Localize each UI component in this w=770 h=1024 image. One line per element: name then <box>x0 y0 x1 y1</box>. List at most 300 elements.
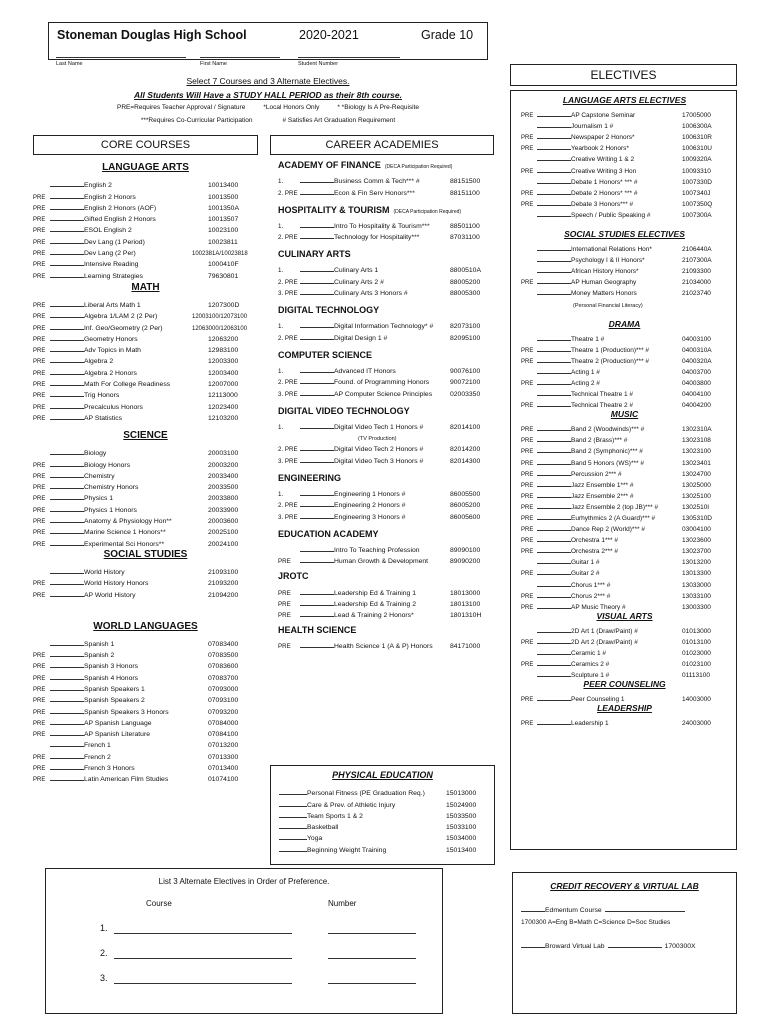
pe-course-row[interactable] <box>279 809 486 820</box>
alternate-1-number[interactable] <box>328 933 416 934</box>
elective-course-row[interactable] <box>521 489 728 500</box>
pre-requirement: PRE <box>33 664 46 671</box>
elective-course-row[interactable] <box>521 163 728 174</box>
course-row[interactable] <box>33 343 258 354</box>
academy-section <box>278 350 494 398</box>
elective-course-row[interactable] <box>521 500 728 511</box>
course-select-blank[interactable] <box>50 667 84 668</box>
course-select-blank[interactable] <box>50 374 84 375</box>
course-row[interactable] <box>33 536 258 547</box>
alternate-1-course[interactable] <box>114 933 292 934</box>
course-select-blank[interactable] <box>50 231 84 232</box>
course-row[interactable] <box>33 693 258 704</box>
pre-requirement: PRE <box>521 168 534 175</box>
course-select-blank[interactable] <box>537 250 571 251</box>
course-row[interactable] <box>33 761 258 772</box>
course-row[interactable] <box>33 201 258 212</box>
course-select-blank[interactable] <box>50 645 84 646</box>
course-code: 2106440A <box>682 246 712 254</box>
course-code: 21093300 <box>682 268 711 276</box>
elective-course-row[interactable] <box>521 600 728 611</box>
course-select-blank[interactable] <box>50 408 84 409</box>
course-select-blank[interactable] <box>50 488 84 489</box>
course-select-blank[interactable] <box>300 518 334 519</box>
course-row[interactable] <box>33 716 258 727</box>
alternate-2-course[interactable] <box>114 958 292 959</box>
course-select-blank[interactable] <box>300 238 334 239</box>
course-select-blank[interactable] <box>537 384 571 385</box>
academy-course-row[interactable] <box>278 386 494 397</box>
broward-select-blank[interactable] <box>521 947 545 948</box>
course-row[interactable] <box>33 246 258 257</box>
academy-course-row[interactable] <box>278 219 494 230</box>
elective-course-row[interactable] <box>521 455 728 466</box>
academy-course-row[interactable] <box>278 319 494 330</box>
course-row[interactable] <box>33 502 258 513</box>
elective-section-title: VISUAL ARTS <box>596 610 653 621</box>
course-select-blank[interactable] <box>300 294 334 295</box>
course-select-blank[interactable] <box>300 647 334 648</box>
course-select-blank[interactable] <box>537 508 571 509</box>
course-select-blank[interactable] <box>300 227 334 228</box>
course-select-blank[interactable] <box>300 395 334 396</box>
course-select-blank[interactable] <box>50 396 84 397</box>
broward-course-field[interactable] <box>608 947 662 948</box>
course-select-blank[interactable] <box>50 198 84 199</box>
course-select-blank[interactable] <box>300 495 334 496</box>
elective-course-row[interactable] <box>521 589 728 600</box>
pre-requirement: PRE <box>521 380 534 387</box>
elective-course-row[interactable] <box>521 376 728 387</box>
course-select-blank[interactable] <box>300 551 334 552</box>
course-select-blank[interactable] <box>300 605 334 606</box>
academy-course-row[interactable] <box>278 330 494 341</box>
course-row[interactable] <box>33 659 258 670</box>
course-select-blank[interactable] <box>50 351 84 352</box>
course-select-blank[interactable] <box>300 182 334 183</box>
pe-course-row[interactable] <box>279 842 486 853</box>
course-select-blank[interactable] <box>537 574 571 575</box>
elective-course-row[interactable] <box>521 186 728 197</box>
elective-course-row[interactable] <box>521 175 728 186</box>
academy-title <box>278 529 494 543</box>
course-select-blank[interactable] <box>537 351 571 352</box>
alternate-3-number[interactable] <box>328 983 416 984</box>
course-select-blank[interactable] <box>300 616 334 617</box>
course-select-blank[interactable] <box>537 665 571 666</box>
course-select-blank[interactable] <box>50 243 84 244</box>
course-select-blank[interactable] <box>50 780 84 781</box>
course-name: Geometry Honors <box>84 335 138 343</box>
course-select-blank[interactable] <box>537 552 571 553</box>
course-code: 07013200 <box>208 742 239 750</box>
elective-course-row[interactable] <box>521 577 728 588</box>
pre-requirement: PRE <box>521 639 534 646</box>
course-select-blank[interactable] <box>50 701 84 702</box>
elective-course-row[interactable] <box>521 657 728 668</box>
academy-course-row[interactable] <box>278 453 494 464</box>
course-select-blank[interactable] <box>50 477 84 478</box>
course-select-blank[interactable] <box>50 454 84 455</box>
elective-course-row[interactable] <box>521 343 728 354</box>
elective-course-row[interactable] <box>521 668 728 679</box>
course-name: Dance Rep 2 (World)*** # <box>571 526 645 534</box>
course-select-blank[interactable] <box>300 383 334 384</box>
elective-course-row[interactable] <box>521 624 728 635</box>
academy-course-row[interactable] <box>278 554 494 565</box>
academy-course-row[interactable] <box>278 375 494 386</box>
course-row[interactable] <box>33 377 258 388</box>
academy-course-row[interactable] <box>278 230 494 241</box>
elective-course-row[interactable] <box>521 511 728 522</box>
edmentum-course-field[interactable] <box>605 911 685 912</box>
elective-course-row[interactable] <box>521 275 728 286</box>
alternate-3-label: 3. <box>100 973 108 983</box>
course-select-blank[interactable] <box>50 265 84 266</box>
elective-course-row[interactable] <box>521 646 728 657</box>
course-select-blank[interactable] <box>50 713 84 714</box>
course-code: 20003600 <box>208 518 239 526</box>
course-select-blank[interactable] <box>537 194 571 195</box>
course-row[interactable] <box>33 212 258 223</box>
section-title: SCIENCE <box>123 429 168 441</box>
course-row[interactable] <box>33 268 258 279</box>
pe-course-row[interactable] <box>279 820 486 831</box>
course-select-blank[interactable] <box>537 127 571 128</box>
course-row[interactable] <box>33 189 258 200</box>
academy-course-row[interactable] <box>278 509 494 520</box>
course-row[interactable] <box>33 587 258 598</box>
course-select-blank[interactable] <box>537 586 571 587</box>
elective-course-row[interactable] <box>521 130 728 141</box>
elective-course-row[interactable] <box>521 716 728 727</box>
academy-course-row[interactable] <box>278 608 494 619</box>
course-name: 2D Art 1 (Draw/Paint) # <box>571 627 638 635</box>
course-select-blank[interactable] <box>537 441 571 442</box>
elective-course-row[interactable] <box>521 544 728 555</box>
course-name: Marine Science 1 Honors** <box>84 529 166 537</box>
course-row[interactable] <box>33 399 258 410</box>
academy-course-row[interactable] <box>278 442 494 453</box>
course-select-blank[interactable] <box>50 419 84 420</box>
pre-requirement: PRE <box>33 675 46 682</box>
course-select-blank[interactable] <box>300 562 334 563</box>
course-select-blank[interactable] <box>537 486 571 487</box>
academy-course-row[interactable] <box>278 543 494 554</box>
pe-course-row[interactable] <box>279 786 486 797</box>
elective-course-row[interactable] <box>521 692 728 703</box>
course-select-blank[interactable] <box>537 563 571 564</box>
course-row[interactable] <box>33 320 258 331</box>
pre-requirement: PRE <box>33 251 46 258</box>
course-row[interactable] <box>33 648 258 659</box>
course-code: 82014200 <box>450 446 481 454</box>
course-row[interactable] <box>33 411 258 422</box>
course-name: French 2 <box>84 753 111 761</box>
first-name-field[interactable] <box>200 57 280 58</box>
course-select-blank[interactable] <box>537 373 571 374</box>
course-select-blank[interactable] <box>537 138 571 139</box>
course-row[interactable] <box>33 309 258 320</box>
course-select-blank[interactable] <box>537 340 571 341</box>
course-row[interactable] <box>33 446 258 457</box>
course-number: PRE <box>278 589 291 597</box>
course-row[interactable] <box>33 469 258 480</box>
elective-course-row[interactable] <box>521 286 728 297</box>
course-name: Acting 2 # <box>571 379 600 387</box>
pe-course-row[interactable] <box>279 831 486 842</box>
elective-course-row[interactable] <box>521 433 728 444</box>
course-row[interactable] <box>33 576 258 587</box>
course-select-blank[interactable] <box>279 794 307 795</box>
course-select-blank[interactable] <box>537 676 571 677</box>
course-select-blank[interactable] <box>537 475 571 476</box>
elective-course-row[interactable] <box>521 365 728 376</box>
course-select-blank[interactable] <box>537 116 571 117</box>
course-select-blank[interactable] <box>50 656 84 657</box>
course-code: 89090200 <box>450 558 481 566</box>
academy-section <box>278 473 494 521</box>
course-select-blank[interactable] <box>50 466 84 467</box>
course-select-blank[interactable] <box>537 216 571 217</box>
course-row[interactable] <box>33 223 258 234</box>
academy-course-row[interactable] <box>278 420 494 431</box>
course-select-blank[interactable] <box>50 596 84 597</box>
alternate-3-course[interactable] <box>114 983 292 984</box>
elective-course-row[interactable] <box>521 533 728 544</box>
elective-course-row[interactable] <box>521 108 728 119</box>
course-select-blank[interactable] <box>50 573 84 574</box>
course-row[interactable] <box>33 727 258 738</box>
course-select-blank[interactable] <box>50 362 84 363</box>
academy-course-row[interactable] <box>278 364 494 375</box>
pre-requirement: PRE <box>521 527 534 534</box>
elective-course-row[interactable] <box>521 242 728 253</box>
course-select-blank[interactable] <box>300 506 334 507</box>
course-select-blank[interactable] <box>50 186 84 187</box>
elective-course-row[interactable] <box>521 253 728 264</box>
academy-course-row[interactable] <box>278 585 494 596</box>
last-name-field[interactable] <box>56 57 186 58</box>
course-row[interactable] <box>33 332 258 343</box>
academy-course-row[interactable] <box>278 185 494 196</box>
course-row[interactable] <box>33 234 258 245</box>
course-select-blank[interactable] <box>279 817 307 818</box>
course-select-blank[interactable] <box>300 450 334 451</box>
course-row[interactable] <box>33 388 258 399</box>
course-select-blank[interactable] <box>300 271 334 272</box>
course-row[interactable] <box>33 565 258 576</box>
course-select-blank[interactable] <box>50 690 84 691</box>
academy-course-row[interactable] <box>278 487 494 498</box>
course-select-blank[interactable] <box>50 340 84 341</box>
elective-course-row[interactable] <box>521 354 728 365</box>
elective-course-row[interactable] <box>521 478 728 489</box>
elective-course-row[interactable] <box>521 264 728 275</box>
course-row[interactable] <box>33 670 258 681</box>
course-select-blank[interactable] <box>537 395 571 396</box>
course-select-blank[interactable] <box>279 828 307 829</box>
academy-course-row[interactable] <box>278 274 494 285</box>
academy-title <box>278 160 494 174</box>
elective-course-row[interactable] <box>521 522 728 533</box>
academy-course-row[interactable] <box>278 639 494 650</box>
course-name: Debate 1 Honors* *** # <box>571 178 638 186</box>
course-select-blank[interactable] <box>537 654 571 655</box>
course-select-blank[interactable] <box>537 149 571 150</box>
course-select-blank[interactable] <box>537 283 571 284</box>
pre-requirement: PRE <box>33 370 46 377</box>
course-select-blank[interactable] <box>50 522 84 523</box>
course-code: 24003000 <box>682 720 711 728</box>
course-select-blank[interactable] <box>537 519 571 520</box>
pre-requirement: PRE <box>33 302 46 309</box>
course-select-blank[interactable] <box>50 385 84 386</box>
academy-course-row[interactable] <box>278 498 494 509</box>
course-select-blank[interactable] <box>537 261 571 262</box>
course-row[interactable] <box>33 354 258 365</box>
course-select-blank[interactable] <box>50 758 84 759</box>
course-name: Dev Lang (1 Period) <box>84 238 145 246</box>
course-select-blank[interactable] <box>537 632 571 633</box>
elective-course-row[interactable] <box>521 152 728 163</box>
course-select-blank[interactable] <box>279 851 307 852</box>
course-select-blank[interactable] <box>50 329 84 330</box>
elective-course-row[interactable] <box>521 635 728 646</box>
course-select-blank[interactable] <box>50 499 84 500</box>
pe-course-row[interactable] <box>279 797 486 808</box>
course-code: 0400310A <box>682 346 712 354</box>
course-row[interactable] <box>33 514 258 525</box>
course-select-blank[interactable] <box>300 462 334 463</box>
course-select-blank[interactable] <box>537 294 571 295</box>
course-select-blank[interactable] <box>537 406 571 407</box>
course-select-blank[interactable] <box>300 339 334 340</box>
course-select-blank[interactable] <box>537 160 571 161</box>
course-select-blank[interactable] <box>300 327 334 328</box>
elective-course-row[interactable] <box>521 566 728 577</box>
course-select-blank[interactable] <box>537 452 571 453</box>
course-row[interactable] <box>33 365 258 376</box>
course-select-blank[interactable] <box>537 530 571 531</box>
course-code: 13025100 <box>682 492 711 500</box>
course-row[interactable] <box>33 749 258 760</box>
elective-course-row[interactable] <box>521 422 728 433</box>
elective-course-row[interactable] <box>521 555 728 566</box>
course-select-blank[interactable] <box>537 597 571 598</box>
course-select-blank[interactable] <box>537 497 571 498</box>
course-select-blank[interactable] <box>300 428 334 429</box>
elective-course-row[interactable] <box>521 444 728 455</box>
course-select-blank[interactable] <box>537 724 571 725</box>
course-select-blank[interactable] <box>300 283 334 284</box>
course-select-blank[interactable] <box>537 172 571 173</box>
course-select-blank[interactable] <box>279 839 307 840</box>
course-row[interactable] <box>33 257 258 268</box>
academy-course-row[interactable] <box>278 263 494 274</box>
alternate-2-number[interactable] <box>328 958 416 959</box>
course-select-blank[interactable] <box>50 724 84 725</box>
course-row[interactable] <box>33 457 258 468</box>
academy-course-row[interactable] <box>278 286 494 297</box>
course-select-blank[interactable] <box>300 194 334 195</box>
course-name: Chemistry <box>84 472 115 480</box>
academy-course-row[interactable] <box>278 597 494 608</box>
academy-name: JROTC <box>278 571 309 582</box>
course-row[interactable] <box>33 704 258 715</box>
course-row[interactable] <box>33 178 258 189</box>
student-number-field[interactable] <box>298 57 400 58</box>
course-name: Jazz Ensemble 2*** # <box>571 492 634 500</box>
course-code: 1002381A/10023818 <box>192 251 248 258</box>
course-select-blank[interactable] <box>537 272 571 273</box>
academy-course-row[interactable] <box>278 174 494 185</box>
course-row[interactable] <box>33 772 258 783</box>
course-select-blank[interactable] <box>50 220 84 221</box>
course-select-blank[interactable] <box>537 608 571 609</box>
course-select-blank[interactable] <box>537 183 571 184</box>
course-select-blank[interactable] <box>300 594 334 595</box>
course-name: Newspaper 2 Honors* <box>571 134 635 142</box>
elective-course-row[interactable] <box>521 208 728 219</box>
course-select-blank[interactable] <box>537 430 571 431</box>
elective-course-row[interactable] <box>521 119 728 130</box>
course-select-blank[interactable] <box>50 209 84 210</box>
course-number: 1. <box>278 423 284 431</box>
course-row[interactable] <box>33 682 258 693</box>
course-row[interactable] <box>33 525 258 536</box>
course-select-blank[interactable] <box>279 806 307 807</box>
course-select-blank[interactable] <box>537 205 571 206</box>
course-select-blank[interactable] <box>50 545 84 546</box>
course-select-blank[interactable] <box>50 746 84 747</box>
course-select-blank[interactable] <box>50 735 84 736</box>
course-select-blank[interactable] <box>537 643 571 644</box>
elective-course-row[interactable] <box>521 332 728 343</box>
elective-course-row[interactable] <box>521 467 728 478</box>
course-select-blank[interactable] <box>50 533 84 534</box>
course-select-blank[interactable] <box>50 679 84 680</box>
course-select-blank[interactable] <box>50 277 84 278</box>
course-row[interactable] <box>33 637 258 648</box>
course-row[interactable] <box>33 480 258 491</box>
elective-section <box>521 319 728 410</box>
course-select-blank[interactable] <box>50 317 84 318</box>
course-row[interactable] <box>33 491 258 502</box>
course-select-blank[interactable] <box>50 254 84 255</box>
edmentum-select-blank[interactable] <box>521 911 545 912</box>
course-select-blank[interactable] <box>50 769 84 770</box>
course-select-blank[interactable] <box>537 464 571 465</box>
elective-course-row[interactable] <box>521 197 728 208</box>
pre-requirement: PRE <box>33 217 46 224</box>
elective-course-row[interactable] <box>521 387 728 398</box>
elective-course-row[interactable] <box>521 141 728 152</box>
course-code: 07093000 <box>208 685 239 693</box>
course-row[interactable] <box>33 298 258 309</box>
course-select-blank[interactable] <box>50 584 84 585</box>
course-select-blank[interactable] <box>537 362 571 363</box>
course-select-blank[interactable] <box>50 306 84 307</box>
course-code: 82014300 <box>450 457 481 465</box>
pre-requirement: PRE <box>521 697 534 704</box>
course-select-blank[interactable] <box>300 372 334 373</box>
course-select-blank[interactable] <box>537 541 571 542</box>
course-row[interactable] <box>33 738 258 749</box>
course-select-blank[interactable] <box>50 511 84 512</box>
elective-course-row[interactable] <box>521 398 728 409</box>
course-select-blank[interactable] <box>537 700 571 701</box>
